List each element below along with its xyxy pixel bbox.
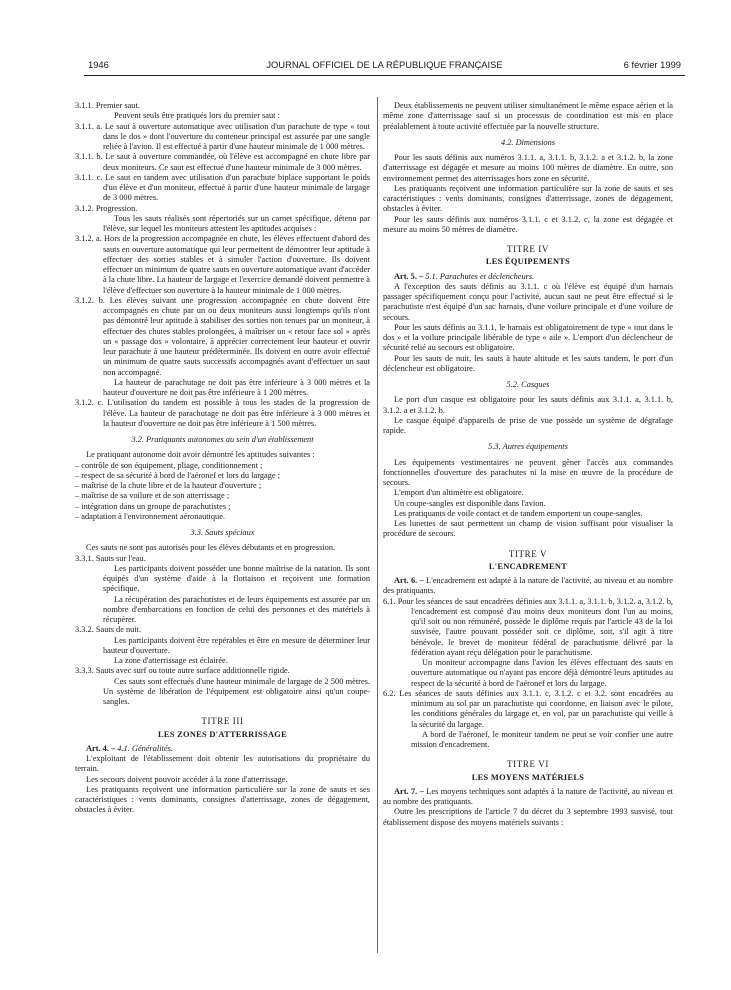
article-5-p2: Pour les sauts définis au 3.1.1, le harnais est obligatoirement de type « tout dans le dos » et la voilure principale libérable de type « aile ». L'emport d'un déclencheur de sécurité relié au secours est obligatoire. <box>383 322 673 353</box>
section-53-p1: Les équipements vestimentaires ne peuvent gêner l'accès aux commandes fonctionnelles d'ouverture des parachutes ni la mise en œuvre de la procédure de secours. <box>383 457 673 487</box>
section-62-p2: A bord de l'aéronef, le moniteur tandem ne peut se voir confier une autre mission d'encadrement. <box>411 729 673 749</box>
section-61-p2: Un moniteur accompagne dans l'avion les élèves effectuant des sauts en ouverture automatique ou n'ayant pas encore déjà démontré leurs aptitudes au respect de la sécurité à bord de l'aéronef et lors du largage. <box>411 658 673 688</box>
column-divider <box>377 97 378 953</box>
section-311-title: 3.1.1. Premier saut. <box>75 101 140 110</box>
section-332-p1: Les participants doivent être repérables et être en mesure de déterminer leur hauteur d'ouverture. <box>103 635 370 655</box>
article-6-p1: L'encadrement est adapté à la nature de l'activité, au niveau et au nombre des pratiquants. <box>383 576 673 596</box>
section-311b: 3.1.1. b. Le saut à ouverture commandée, où l'élève est accompagné en chute libre par deux moniteurs. Ce saut est effectué d'une hauteur minimale de 3 000 mètres. <box>75 152 370 172</box>
section-33-heading: 3.3. Sauts spéciaux <box>190 528 255 537</box>
article-4-label: Art. 4. – <box>86 743 116 753</box>
section-42-heading: 4.2. Dimensions <box>500 137 555 147</box>
titre-6-heading: TITRE VI <box>507 759 549 770</box>
section-53-p5: Les lunettes de saut permettent un champ de vision suffisant pour visualiser la procédure de secours. <box>383 519 673 539</box>
list-item: – respect de sa sécurité à bord de l'aéronef et lors du largage ; <box>75 470 280 480</box>
section-52-heading: 5.2. Casques <box>506 380 550 389</box>
aptitudes-list <box>75 461 370 523</box>
article-5-heading: 5.1. Parachutes et déclencheurs. <box>425 271 535 281</box>
section-32-heading: 3.2. Pratiquants autonomes au sein d'un établissement <box>131 435 314 444</box>
right-column <box>383 101 673 828</box>
section-311a: 3.1.1. a. Le saut à ouverture automatique avec utilisation d'un parachute de type « tout dans le dos » dont l'ouverture du conteneur principal est assurée par une sangle reliée à l'avion. Il est effectué à partir d'une hauteur minimale de 1 000 mètres. <box>75 121 370 151</box>
section-331-title: 3.3.1. Sauts sur l'eau. <box>75 553 146 563</box>
list-item: – adaptation à l'environnement aéronautique. <box>75 511 226 521</box>
section-332-title: 3.3.2. Sauts de nuit. <box>75 625 142 635</box>
titre-3-heading: TITRE III <box>201 716 244 727</box>
section-52-p1: Le port d'un casque est obligatoire pour les sauts définis aux 3.1.1. a, 3.1.1. b, 3.1.2. a et 3.1.2. b. <box>383 395 673 415</box>
section-312b: 3.1.2. b. Les élèves suivant une progression accompagnée en chute doivent être accompagnés en chute par un ou deux moniteurs aussi longtemps qu'ils n'ont pas démontré leur aptitude à stabiliser des sorties non tenues par un moniteur, à effectuer des chutes stables prolongées, à maîtriser un « retour face sol » après un « passage dos » volontaire, à apprécier correctement leur hauteur et ouvrir leur parachute à une hauteur prédéterminée. Ils doivent en outre avoir effectué un minimum de quatre sauts successifs accompagnés avant d'effectuer un saut non accompagné. <box>75 295 370 377</box>
section-53-p4: Les pratiquants de voile contact et de tandem emportent un coupe-sangles. <box>394 508 643 518</box>
journal-title: JOURNAL OFFICIEL DE LA RÉPUBLIQUE FRANÇAISE <box>266 59 503 70</box>
section-53-p3: Un coupe-sangles est disponible dans l'avion. <box>394 498 546 508</box>
left-column <box>75 101 370 816</box>
section-53-heading: 5.3. Autres équipements <box>488 442 568 452</box>
titre-3-subheading: LES ZONES D'ATTERRISSAGE <box>158 729 287 739</box>
titre-5-heading: TITRE V <box>508 548 548 559</box>
section-42-p2: Les pratiquants reçoivent une information particulière sur la zone de sauts et ses caractéristiques : vents dominants, consignes d'atterrissage, zones de dégagement, obstacles à éviter. <box>383 183 673 214</box>
section-42-p3: Pour les sauts définis aux numéros 3.1.1. c et 3.1.2. c, la zone est dégagée et mesure au moins 50 mètres de diamètre. <box>383 214 673 234</box>
section-312b-note: La hauteur de parachutage ne doit pas être inférieure à 3 000 mètres et la hauteur d'ouverture ne doit pas être inférieure à 1 200 mètres. <box>103 377 370 397</box>
issue-date: 6 février 1999 <box>623 59 681 70</box>
section-61: 6.1. Pour les séances de saut encadrées définies aux 3.1.1. a, 3.1.1. b, 3.1.2. a, 3.1.2. b, l'encadrement est composé d'au moins deux moniteurs dont l'un au moins, qu'il soit ou non rémunéré, possède le diplôme requis par l'article 43 de la loi susvisée, l'autre pouvant posséder soit ce diplôme, soit, s'il agit à titre bénévole, le brevet de moniteur fédéral de parachutisme délivré par la fédération ayant reçu délégation pour le parachutisme. <box>383 596 673 657</box>
section-32-intro: Le pratiquant autonome doit avoir démontré les aptitudes suivantes : <box>86 450 315 460</box>
section-333-title: 3.3.3. Sauts avec surf ou toute autre surface additionnelle rigide. <box>75 666 290 676</box>
article-4-heading: 4.1. Généralités. <box>117 743 173 753</box>
titre-4-heading: TITRE IV <box>506 244 550 254</box>
section-311c: 3.1.1. c. Le saut en tandem avec utilisation d'un parachute biplace supportant le poids d'un élève et d'un moniteur, effectué à partir d'une hauteur minimale de largage de 3 000 mètres. <box>75 172 370 203</box>
list-item: – contrôle de son équipement, pliage, conditionnement ; <box>75 460 263 470</box>
section-312-intro: Tous les sauts réalisés sont répertoriés sur un carnet spécifique, détenu par l'élève, sur lequel les moniteurs attestent les aptitudes acquises : <box>103 213 370 233</box>
section-311-intro: Peuvent seuls être pratiqués lors du premier saut : <box>114 111 280 121</box>
list-item: – maîtrise de la chute libre et de la hauteur d'ouverture ; <box>75 481 262 490</box>
section-331-p1: Les participants doivent posséder une bonne maîtrise de la natation. Ils sont équipés d'un système d'aide à la flottaison et reçoivent une formation spécifique. <box>103 563 370 594</box>
titre-5-subheading: L'ENCADREMENT <box>488 561 568 571</box>
titre-6-subheading: LES MOYENS MATÉRIELS <box>471 772 585 782</box>
article-7-p1: Les moyens techniques sont adaptés à la nature de l'activité, au niveau et au nombre des pratiquants. <box>383 786 673 806</box>
section-333-p1: Ces sauts sont effectués d'une hauteur minimale de largage de 2 500 mètres. Un système de libération de l'équipement est obligatoire ainsi qu'un coupe-sangles. <box>103 676 370 706</box>
section-312-title: 3.1.2. Progression. <box>75 203 138 213</box>
article-7-label: Art. 7. – <box>394 786 424 796</box>
article-4-p3: Les pratiquants reçoivent une information particulière sur la zone de sauts et ses caractéristiques : vents dominants, consignes d'atterrissage, zones de dégagement, obstacles à éviter. <box>75 784 370 815</box>
article-4-p2: Les secours doivent pouvoir accéder à la zone d'atterrissage. <box>86 774 288 784</box>
list-item: – intégration dans un groupe de parachutistes ; <box>75 501 231 511</box>
article-5-label: Art. 5. – <box>394 271 424 281</box>
article-7-p2: Outre les prescriptions de l'article 7 du décret du 3 septembre 1993 susvisé, tout établissement dispose des moyens matériels suivants : <box>383 807 673 827</box>
list-item: – maîtrise de sa voilure et de son atterrissage ; <box>75 491 230 501</box>
article-5-p1: A l'exception des sauts définis au 3.1.1. c où l'élève est équipé d'un harnais passager spécifiquement conçu pour l'activité, aucun saut ne peut être effectué si le parachutiste n'est équipé d'un sac harnais, d'une voilure principale et d'une voilure de secours. <box>383 281 673 322</box>
header-rule <box>84 75 685 76</box>
section-42-p1: Pour les sauts définis aux numéros 3.1.1. a, 3.1.1. b, 3.1.2. a et 3.1.2. b, la zone d'atterrissage est dégagée et mesure au moins 100 mètres de diamètre. En outre, son environnement permet des atterrissages hors zone en sécurité. <box>383 153 673 183</box>
section-33-intro: Ces sauts ne sont pas autorisés pour les élèves débutants et en progression. <box>86 543 336 553</box>
section-52-p2: Le casque équipé d'appareils de prise de vue possède un système de dégrafage rapide. <box>383 415 673 435</box>
section-331-p2: La récupération des parachutistes et de leurs équipements est assurée par un nombre d'embarcations en fonction de celui des personnes et des matériels à récupérer. <box>103 594 370 624</box>
section-332-p2: La zone d'atterrissage est éclairée. <box>114 656 228 665</box>
section-62: 6.2. Les séances de sauts définies aux 3.1.1. c, 3.1.2. c et 3.2. sont encadrées au minimum au sol par un parachutiste qui coordonne, en liaison avec le pilote, les conditions générales du largage et, en vol, par un parachutiste qui veille à la sécurité du largage. <box>383 688 673 729</box>
page-header <box>88 58 681 72</box>
coordination-paragraph: Deux établissements ne peuvent utiliser simultanément le même espace aérien et la même zone d'atterrissage sauf si un processus de coordination est mis en place préalablement à toute activité effectuée par la nouvelle structure. <box>383 101 673 131</box>
section-312c: 3.1.2. c. L'utilisation du tandem est possible à tous les stades de la progression de l'élève. La hauteur de parachutage ne doit pas être inférieure à 3 000 mètres et la hauteur d'ouverture ne doit pas être inférieure à 1 500 mètres. <box>75 398 370 428</box>
page-number: 1946 <box>88 59 109 70</box>
article-6-label: Art. 6. – <box>394 576 424 585</box>
section-312a: 3.1.2. a. Hors de la progression accompagnée en chute, les élèves effectuent d'abord des sauts en ouverture automatique qui leur permettent de démontrer leur aptitude à effectuer des sorties stables et à simuler l'action d'ouverture. Ils doivent effectuer un minimum de quatre sauts en ouverture automatique avant d'accéder à la chute libre. La hauteur de largage et l'exercice demandé doivent permettre à l'élève d'effectuer son ouverture à la hauteur minimale de 1 000 mètres. <box>75 234 370 295</box>
article-4-p1: L'exploitant de l'établissement doit obtenir les autorisations du propriétaire du terrain. <box>75 754 370 774</box>
article-5-p3: Pour les sauts de nuit, les sauts à haute altitude et les sauts tandem, le port d'un déclencheur est obligatoire. <box>383 353 673 373</box>
section-53-p2: L'emport d'un altimètre est obligatoire. <box>394 488 524 498</box>
titre-4-subheading: LES ÉQUIPEMENTS <box>485 257 571 267</box>
